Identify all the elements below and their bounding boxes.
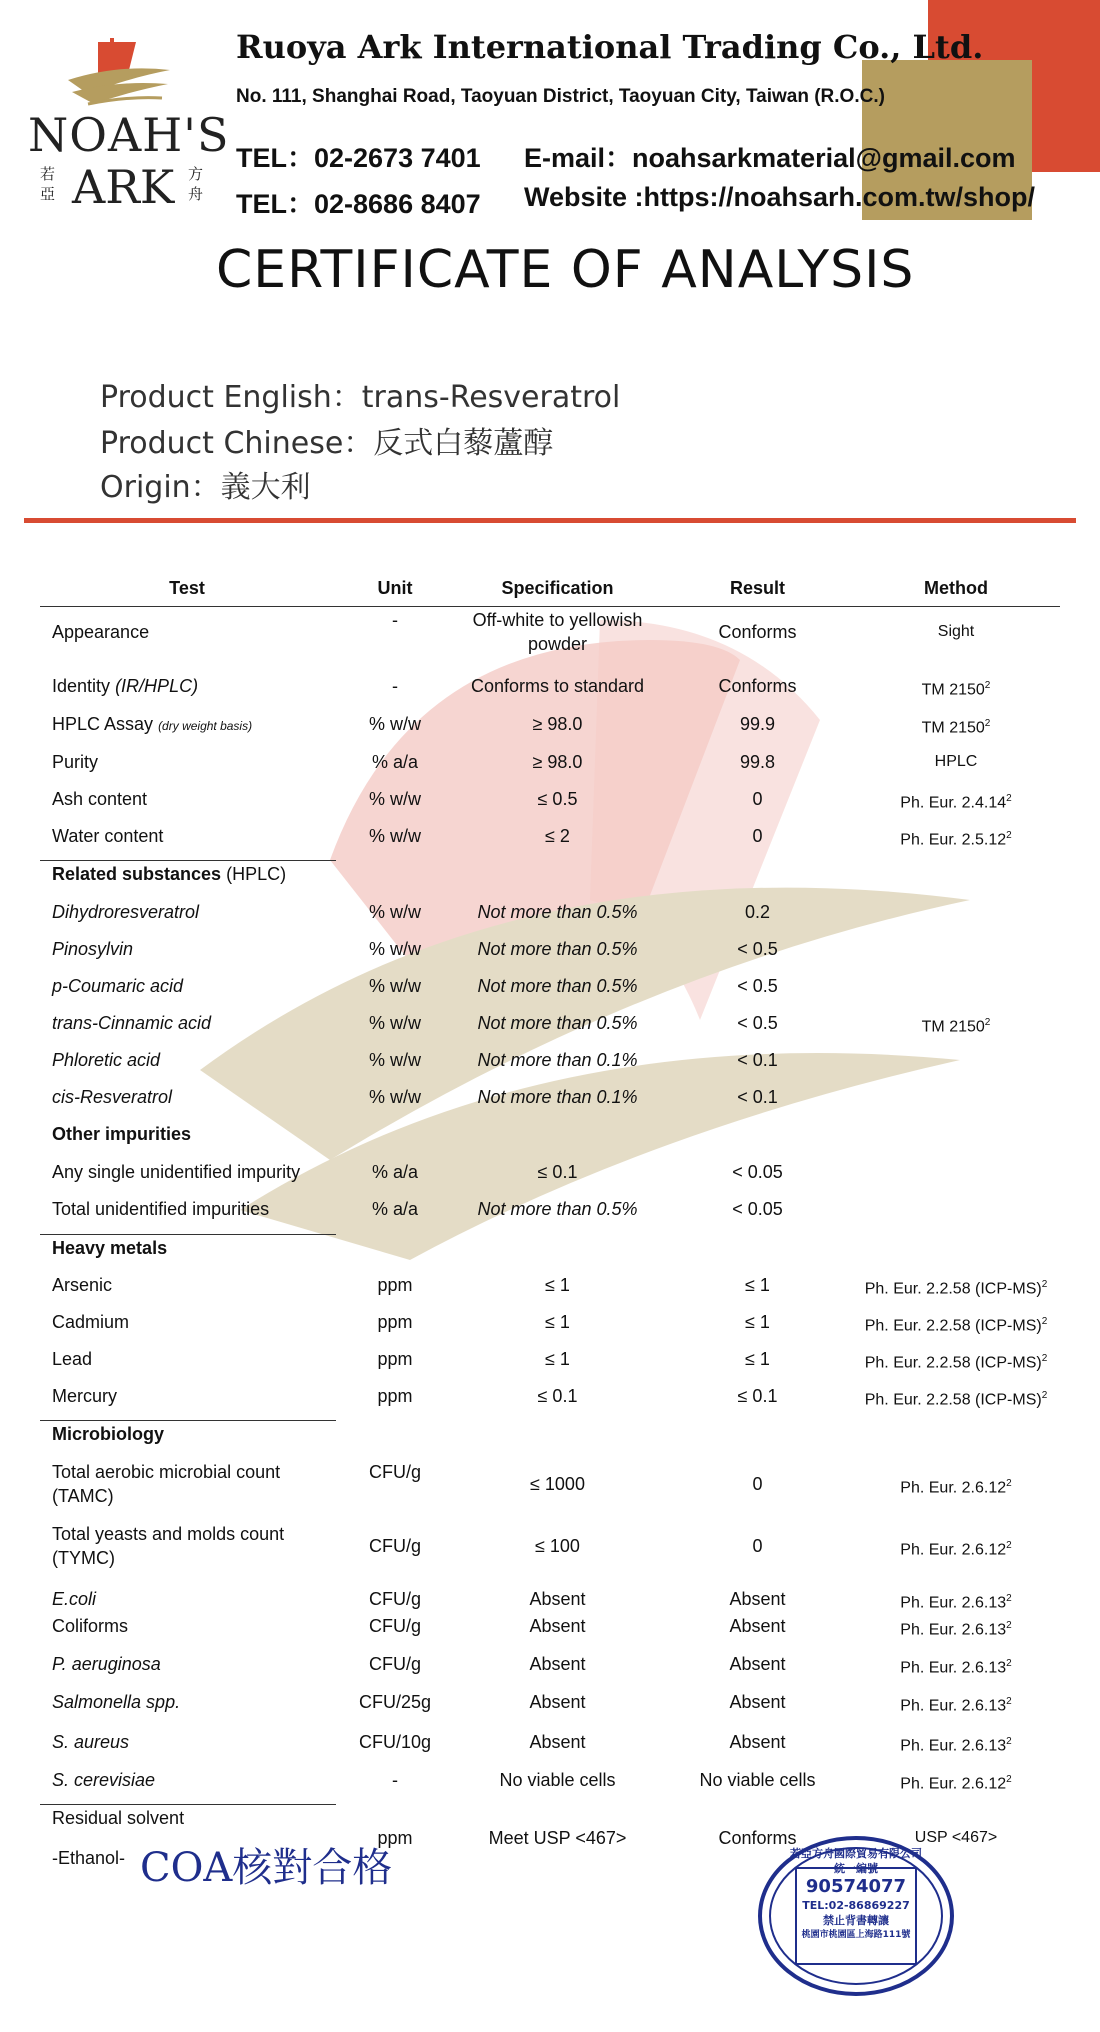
row-spec: ≤ 100 — [535, 1536, 580, 1556]
row-test: cis-Resveratrol — [52, 1087, 173, 1107]
section-rule — [40, 1804, 336, 1805]
row-unit: ppm — [377, 1828, 413, 1848]
row-result: 0 — [752, 1474, 763, 1494]
row-spec: Absent — [529, 1589, 586, 1609]
row-result: Conforms — [718, 676, 797, 696]
row-result: 99.8 — [739, 752, 776, 772]
row-unit: % a/a — [371, 752, 419, 772]
row-spec: ≥ 98.0 — [532, 714, 583, 734]
row-method: Ph. Eur. 2.6.13$^2$ — [900, 1658, 1012, 1677]
row-spec: Absent — [529, 1654, 586, 1674]
row-result: ≤ 1 — [745, 1275, 770, 1295]
product-english: Product English：trans-Resveratrol — [100, 380, 621, 415]
row-result: ≤ 0.1 — [737, 1386, 778, 1406]
row-unit: ppm — [377, 1349, 413, 1369]
row-unit: CFU/g — [368, 1654, 421, 1674]
row-result: Absent — [729, 1616, 786, 1636]
website: Website :https://noahsarh.com.tw/shop/ — [524, 182, 1036, 212]
row-result: < 0.1 — [737, 1087, 778, 1107]
row-result: 0.2 — [744, 902, 771, 922]
row-result: < 0.05 — [732, 1162, 783, 1182]
row-method: Ph. Eur. 2.2.58 $(ICP-MS)^2$ — [864, 1390, 1048, 1409]
row-result: < 0.05 — [732, 1199, 783, 1219]
row-method: Ph. Eur. 2.5.12$^2$ — [900, 830, 1012, 849]
row-method: Ph. Eur. 2.6.13$^2$ — [900, 1620, 1012, 1639]
row-unit: % w/w — [368, 939, 421, 959]
row-test: Cadmium — [52, 1312, 130, 1332]
section-related-substances: Related substances (HPLC) — [52, 864, 287, 884]
row-spec: ≤ 0.5 — [537, 789, 578, 809]
seal-line: 若亞方舟國際貿易有限公司 — [790, 1847, 922, 1860]
row-result: 0 — [752, 789, 763, 809]
row-unit: % a/a — [371, 1199, 419, 1219]
row-spec: Conforms to standard — [470, 676, 645, 696]
row-unit: ppm — [377, 1275, 413, 1295]
row-spec: Not more than 0.5% — [477, 1013, 638, 1033]
row-method: Ph. Eur. 2.6.13$^2$ — [900, 1593, 1012, 1612]
row-method: Ph. Eur. 2.2.58 $(ICP-MS)^2$ — [864, 1353, 1048, 1372]
logo-chinese-right: 方舟 — [188, 165, 204, 203]
row-unit: - — [392, 1770, 398, 1790]
row-result: Absent — [729, 1589, 786, 1609]
row-method: Sight — [937, 623, 975, 640]
row-result: Conforms — [718, 1828, 797, 1848]
row-test: S. aureus — [52, 1732, 130, 1752]
row-result: Absent — [729, 1654, 786, 1674]
row-test: Lead — [52, 1349, 93, 1369]
row-test: p-Coumaric acid — [52, 976, 184, 996]
row-spec: ≤ 1 — [545, 1275, 570, 1295]
row-test: Any single unidentified impurity — [52, 1162, 301, 1182]
row-test: E.coli — [52, 1589, 97, 1609]
row-unit: % w/w — [368, 976, 421, 996]
row-unit: % w/w — [368, 826, 421, 846]
row-test: Identity (IR/HPLC) — [52, 676, 199, 696]
row-test: Mercury — [52, 1386, 118, 1406]
logo-name: NOAH'S — [28, 108, 230, 162]
row-method: USP <467> — [914, 1829, 998, 1846]
seal-line: TEL:02-86869227 — [802, 1899, 910, 1912]
row-spec: Not more than 0.5% — [477, 1199, 638, 1219]
product-chinese: Product Chinese：反式白藜蘆醇 — [100, 426, 554, 461]
row-spec: ≤ 1 — [545, 1312, 570, 1332]
header-divider — [24, 518, 1076, 523]
ship-logo-icon — [58, 34, 178, 114]
row-result: < 0.5 — [737, 939, 778, 959]
row-unit: % a/a — [371, 1162, 419, 1182]
seal-line: 統一編號 — [834, 1862, 878, 1875]
row-unit: % w/w — [368, 1013, 421, 1033]
row-result: 0 — [752, 826, 763, 846]
row-test: Total unidentified impurities — [52, 1199, 270, 1219]
company-name: Ruoya Ark International Trading Co., Ltd. — [236, 28, 984, 66]
row-test: Pinosylvin — [52, 939, 134, 959]
row-spec: ≤ 0.1 — [537, 1162, 578, 1182]
row-test: S. cerevisiae — [52, 1770, 156, 1790]
row-method: Ph. Eur. 2.4.14$^2$ — [900, 793, 1012, 812]
row-spec: Not more than 0.1% — [477, 1087, 638, 1107]
row-unit: % w/w — [368, 714, 421, 734]
row-unit: CFU/g — [368, 1462, 421, 1482]
row-result: 99.9 — [739, 714, 776, 734]
row-spec: Absent — [529, 1692, 586, 1712]
row-result: Absent — [729, 1692, 786, 1712]
row-unit: % w/w — [368, 1087, 421, 1107]
row-result: Absent — [729, 1732, 786, 1752]
row-result: Conforms — [718, 622, 797, 642]
row-spec: ≤ 0.1 — [537, 1386, 578, 1406]
row-result: ≤ 1 — [745, 1349, 770, 1369]
row-method: Ph. Eur. 2.6.13$^2$ — [900, 1696, 1012, 1715]
header-unit: Unit — [377, 578, 413, 598]
section-rule — [40, 860, 336, 861]
header-result: Result — [729, 578, 785, 598]
product-origin: Origin：義大利 — [100, 470, 311, 505]
row-spec: Not more than 0.5% — [477, 939, 638, 959]
row-spec: Absent — [529, 1732, 586, 1752]
phone-2: TEL：02-8686 8407 — [236, 189, 481, 219]
row-spec: Not more than 0.1% — [477, 1050, 638, 1070]
row-test: Appearance — [52, 622, 150, 642]
row-method: TM 2150$^2$ — [921, 680, 991, 699]
seal-text — [790, 1846, 922, 1943]
row-test: Dihydroresveratrol — [52, 902, 200, 922]
row-test: -Ethanol- — [52, 1848, 126, 1868]
row-result: ≤ 1 — [745, 1312, 770, 1332]
row-method: HPLC — [934, 753, 978, 770]
row-result: 0 — [752, 1536, 763, 1556]
row-unit: CFU/g — [368, 1536, 421, 1556]
row-test: Total yeasts and molds count (TYMC) — [52, 1524, 285, 1568]
row-unit: ppm — [377, 1312, 413, 1332]
row-test: Arsenic — [52, 1275, 113, 1295]
row-result: No viable cells — [699, 1770, 816, 1790]
logo-ark: ARK — [72, 160, 175, 214]
row-unit: - — [392, 610, 398, 630]
section-microbiology: Microbiology — [52, 1424, 164, 1444]
row-unit: CFU/g — [368, 1616, 421, 1636]
header-rule — [40, 606, 1060, 607]
seal-line: 桃園市桃園區上海路111號 — [801, 1930, 911, 1940]
section-rule — [40, 1234, 336, 1235]
row-test: P. aeruginosa — [52, 1654, 161, 1674]
row-test: trans-Cinnamic acid — [52, 1013, 212, 1033]
row-spec: Not more than 0.5% — [477, 976, 638, 996]
phone-1: TEL：02-2673 7401 — [236, 143, 481, 173]
row-spec: No viable cells — [499, 1770, 616, 1790]
row-spec: Not more than 0.5% — [477, 902, 638, 922]
row-unit: % w/w — [368, 1050, 421, 1070]
seal-number: 90574077 — [805, 1876, 907, 1897]
row-unit: % w/w — [368, 789, 421, 809]
row-unit: CFU/g — [368, 1589, 421, 1609]
row-test: Purity — [52, 752, 99, 772]
row-method: TM 2150$^2$ — [921, 1017, 991, 1036]
row-test: Phloretic acid — [52, 1050, 161, 1070]
row-test: Coliforms — [52, 1616, 129, 1636]
row-result: < 0.5 — [737, 1013, 778, 1033]
row-spec: ≤ 1000 — [530, 1474, 585, 1494]
row-result: < 0.5 — [737, 976, 778, 996]
row-method: Ph. Eur. 2.6.13$^2$ — [900, 1736, 1012, 1755]
row-method: Ph. Eur. 2.2.58 $(ICP-MS)^2$ — [864, 1316, 1048, 1335]
email: E-mail：noahsarkmaterial@gmail.com — [524, 143, 1016, 173]
row-spec: ≥ 98.0 — [532, 752, 583, 772]
row-unit: CFU/10g — [358, 1732, 432, 1752]
row-test: HPLC Assay (dry weight basis) — [52, 714, 253, 734]
row-method: Ph. Eur. 2.2.58 $(ICP-MS)^2$ — [864, 1279, 1048, 1298]
approval-stamp-text: COA核對合格 — [140, 1845, 393, 1891]
row-method: Ph. Eur. 2.6.12$^2$ — [900, 1540, 1012, 1559]
logo-chinese-left: 若亞 — [40, 165, 56, 203]
seal-line: 禁止背書轉讓 — [823, 1914, 889, 1927]
document-title: CERTIFICATE OF ANALYSIS — [216, 240, 915, 300]
row-test: Water content — [52, 826, 164, 846]
header-method: Method — [924, 578, 988, 598]
row-method: TM 2150$^2$ — [921, 718, 991, 737]
row-unit: CFU/25g — [358, 1692, 432, 1712]
row-method: Ph. Eur. 2.6.12$^2$ — [900, 1774, 1012, 1793]
row-test: Ash content — [52, 789, 148, 809]
header-specification: Specification — [501, 578, 614, 598]
row-unit: % w/w — [368, 902, 421, 922]
header-test: Test — [169, 578, 205, 598]
row-unit: - — [392, 676, 398, 696]
row-spec: Off-white to yellowish powder — [472, 610, 643, 654]
section-residual-solvent: Residual solvent — [52, 1808, 185, 1828]
company-address: No. 111, Shanghai Road, Taoyuan District, Taoyuan City, Taiwan (R.O.C.) — [236, 86, 885, 107]
row-method: Ph. Eur. 2.6.12$^2$ — [900, 1478, 1012, 1497]
section-other-impurities: Other impurities — [52, 1124, 192, 1144]
row-result: < 0.1 — [737, 1050, 778, 1070]
row-test: Salmonella spp. — [52, 1692, 181, 1712]
row-spec: Absent — [529, 1616, 586, 1636]
row-unit: ppm — [377, 1386, 413, 1406]
section-rule — [40, 1420, 336, 1421]
row-spec: ≤ 2 — [545, 826, 570, 846]
row-test: Total aerobic microbial count (TAMC) — [52, 1462, 281, 1506]
row-spec: Meet USP <467> — [488, 1828, 627, 1848]
row-spec: ≤ 1 — [545, 1349, 570, 1369]
section-heavy-metals: Heavy metals — [52, 1238, 168, 1258]
